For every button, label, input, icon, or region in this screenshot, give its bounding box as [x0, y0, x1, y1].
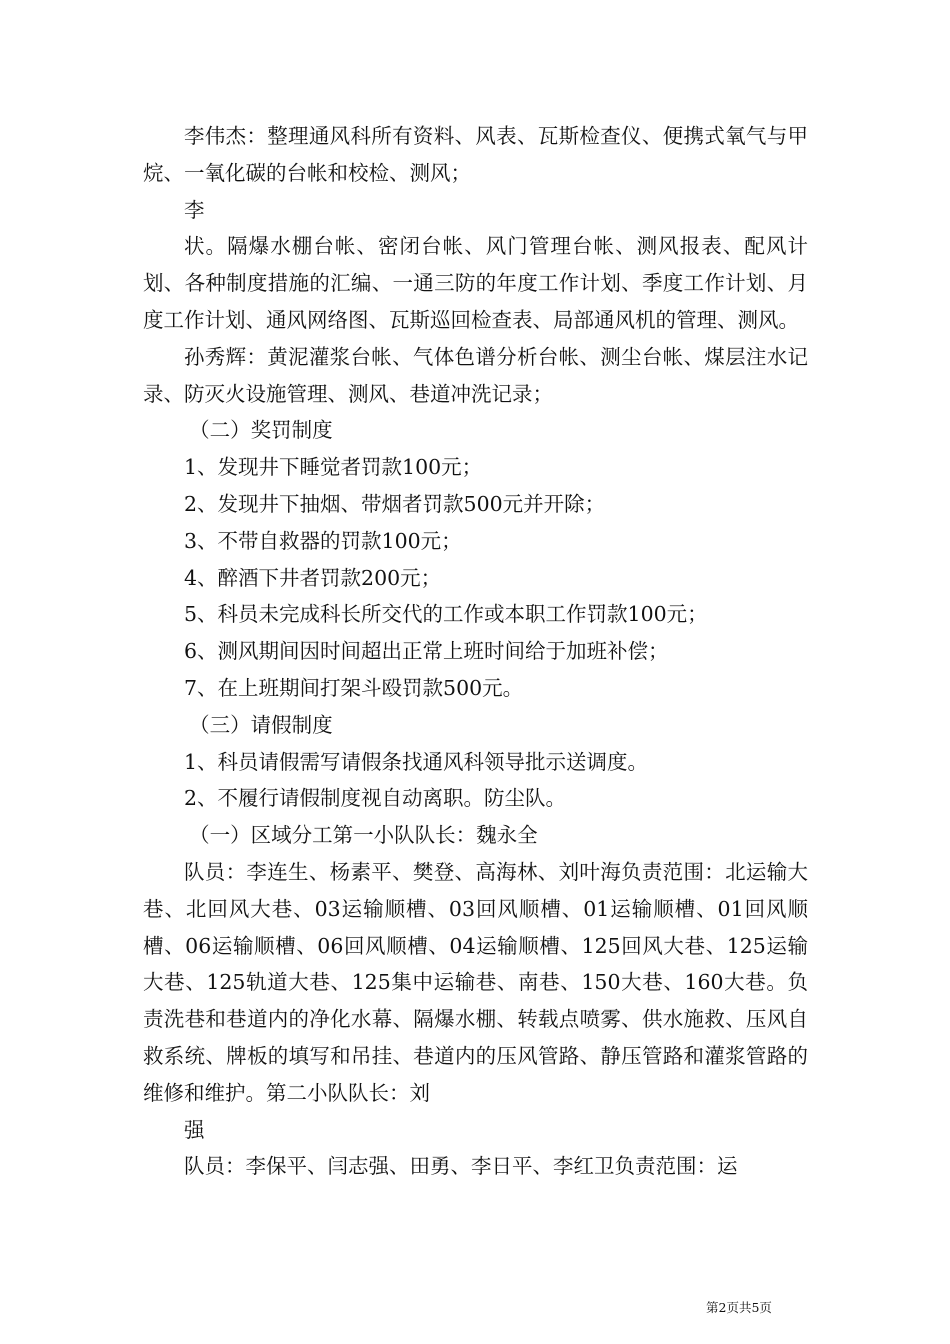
list-item: 1、发现井下睡觉者罚款100元；: [184, 455, 483, 480]
paragraph-ledger-list: 状。隔爆水棚台帐、密闭台帐、风门管理台帐、测风报表、配风计划、各种制度措施的汇编、一通三防的年度工作计划、季度工作计划、月度工作计划、通风网络图、瓦斯巡回检查表、局部通风机的管理、测风。: [143, 234, 808, 332]
list-item: 4、醉酒下井者罚款200元；: [184, 565, 442, 590]
list-item: 3、不带自救器的罚款100元；: [184, 528, 462, 553]
paragraph-qiang: 强: [184, 1117, 205, 1142]
paragraph-sun-xiuhui: 孙秀辉：黄泥灌浆台帐、气体色谱分析台帐、测尘台帐、煤层注水记录、防灭火设施管理、测风、巷道冲洗记录；: [143, 344, 808, 406]
list-item: 6、测风期间因时间超出正常上班时间给于加班补偿；: [184, 639, 669, 664]
list-item: 1、科员请假需写请假条找通风科领导批示送调度。: [184, 749, 649, 774]
section-heading-division: （一）区域分工第一小队队长：魏永全: [189, 823, 538, 848]
paragraph-li: 李: [184, 197, 205, 222]
list-item: 2、发现井下抽烟、带烟者罚款500元并开除；: [184, 491, 606, 516]
list-item: 2、不履行请假制度视自动离职。防尘队。: [184, 786, 567, 811]
list-item: 7、在上班期间打架斗殴罚款500元。: [184, 675, 524, 700]
section-heading-leave: （三）请假制度: [189, 712, 333, 737]
paragraph-li-weijie: 李伟杰：整理通风科所有资料、风表、瓦斯检查仪、便携式氧气与甲烷、一氧化碳的台帐和校检、测风；: [143, 124, 808, 185]
paragraph-team-one: 队员：李连生、杨素平、樊登、高海林、刘叶海负责范围：北运输大巷、北回风大巷、03运输顺槽、03回风顺槽、01运输顺槽、01回风顺槽、06运输顺槽、06回风顺槽、04运输顺槽、125回风大巷、125运输大巷、125轨道大巷、125集中运输巷、南巷、150大巷、160大巷。负责洗巷和巷道内的净化水幕、隔爆水棚、转载点喷雾、供水施救、压风自救系统、牌板的填写和吊挂、巷道内的压风管路、静压管路和灌浆管路的维修和维护。第二小队队长：刘: [143, 859, 808, 1105]
page-number: 第2页共5页: [706, 1300, 772, 1315]
list-item: 5、科员未完成科长所交代的工作或本职工作罚款100元；: [184, 602, 708, 627]
section-heading-rewards: （二）奖罚制度: [189, 418, 333, 443]
body-text: [143, 118, 808, 1185]
paragraph-team-two: 队员：李保平、闫志强、田勇、李日平、李红卫负责范围：运: [184, 1154, 738, 1179]
